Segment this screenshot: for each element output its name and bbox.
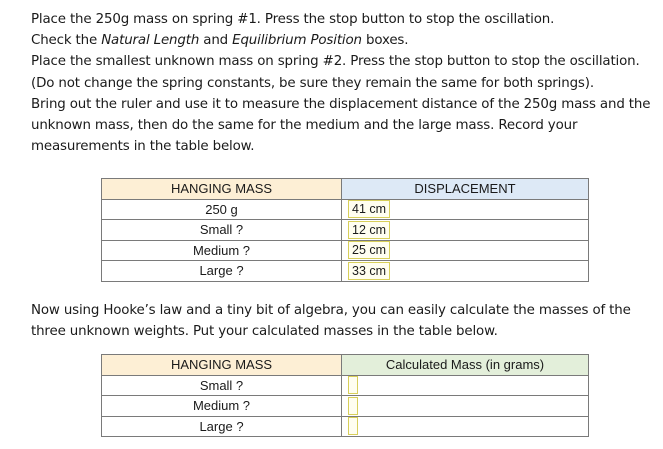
calculated-mass-field[interactable] [348,376,358,394]
calculated-mass-cell [342,396,589,417]
header-displacement: DISPLACEMENT [342,179,589,200]
instruction-line-6: unknown mass, then do the same for the medium and the large mass. Record your [31,118,578,134]
displacement-cell [342,199,589,220]
mass-cell: Medium ? [102,396,342,417]
instruction-line-7: measurements in the table below. [31,139,255,155]
table-row [102,396,589,417]
table-header-row [102,355,589,376]
hookes-law-paragraph [31,300,657,342]
calculated-mass-field[interactable] [348,397,358,415]
table-row [102,261,589,282]
calculated-mass-field[interactable] [348,417,358,435]
table-row [102,199,589,220]
calculated-mass-cell [342,375,589,396]
mass-cell: Large ? [102,416,342,437]
calculated-mass-table [101,354,589,437]
header-hanging-mass: HANGING MASS [102,179,342,200]
instruction-line-4: (Do not change the spring constants, be sure they remain the same for both springs). [31,75,594,91]
mass-cell: Medium ? [102,240,342,261]
table-row [102,375,589,396]
mass-cell: Small ? [102,375,342,396]
displacement-field[interactable]: 41 cm [348,200,390,218]
instruction-line-3: Place the smallest unknown mass on spring #2. Press the stop button to stop the oscillation. [31,54,640,70]
displacement-table [101,178,589,282]
calculated-mass-cell [342,416,589,437]
natural-length-term: Natural Length [101,33,200,49]
displacement-field[interactable]: 25 cm [348,241,390,259]
mass-cell: 250 g [102,199,342,220]
header-hanging-mass: HANGING MASS [102,355,342,376]
displacement-field[interactable]: 33 cm [348,262,390,280]
displacement-cell [342,240,589,261]
displacement-cell [342,261,589,282]
instruction-line-1: Place the 250g mass on spring #1. Press the stop button to stop the oscillation. [31,12,555,27]
mass-cell: Large ? [102,261,342,282]
table-row [102,240,589,261]
instructions-block [31,9,657,157]
mass-cell: Small ? [102,220,342,241]
table-row [102,220,589,241]
table-row [102,416,589,437]
displacement-cell [342,220,589,241]
instruction-line-5: Bring out the ruler and use it to measure the displacement distance of the 250g mass and the [31,96,651,112]
instruction-line-2-post: boxes. [361,33,409,49]
displacement-field[interactable]: 12 cm [348,221,390,239]
table-header-row [102,179,589,200]
instruction-line-2 [31,30,657,51]
equilibrium-position-term: Equilibrium Position [232,33,362,49]
paragraph2-line-1: Now using Hooke’s law and a tiny bit of algebra, you can easily calculate the masses of the [31,303,631,318]
instruction-line-2-pre: Check the [31,33,102,49]
paragraph2-line-2: three unknown weights. Put your calculated masses in the table below. [31,324,498,340]
header-calculated-mass: Calculated Mass (in grams) [342,355,589,376]
instruction-line-2-mid: and [199,33,233,49]
